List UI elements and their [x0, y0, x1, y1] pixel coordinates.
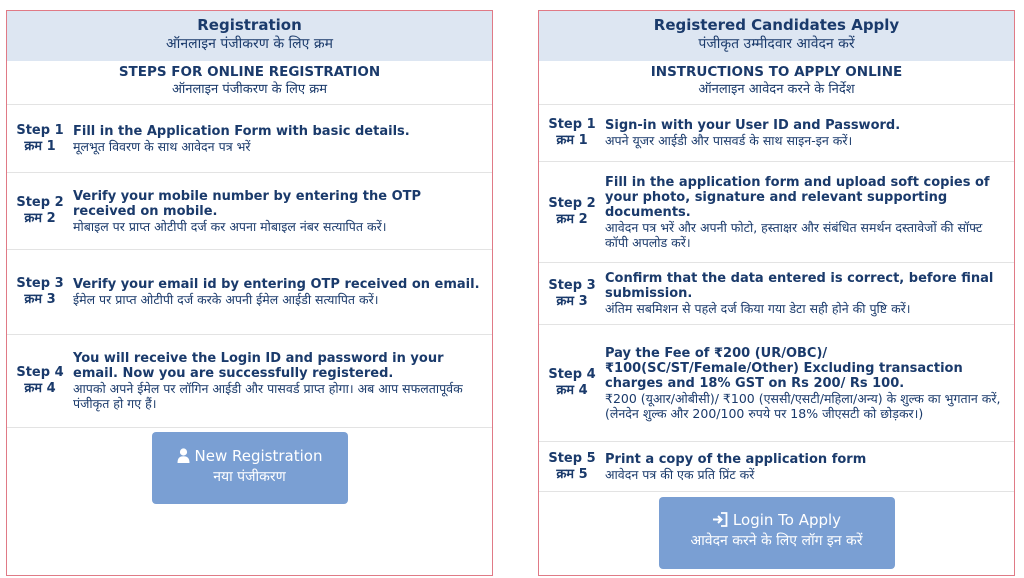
step-label-hi: क्रम 3 — [24, 292, 56, 307]
apply-title: Registered Candidates Apply — [653, 16, 900, 34]
apply-panel — [538, 10, 1015, 576]
registration-panel-header — [7, 11, 492, 61]
apply-step-3 — [539, 263, 1014, 325]
step-text-hi: अपने यूजर आईडी और पासवर्ड के साथ साइन-इन करें। — [605, 133, 853, 148]
user-icon — [177, 448, 190, 468]
step-label — [7, 123, 73, 155]
step-label — [539, 278, 605, 310]
registration-steps-heading-hindi: ऑनलाइन पंजीकरण के लिए क्रम — [171, 82, 328, 97]
registration-step-4 — [7, 335, 492, 428]
step-text-en: Fill in the application form and upload soft copies of your photo, signature and relevant supporting documents. — [605, 174, 990, 220]
step-label-en: Step 2 — [16, 195, 64, 210]
new-registration-label-hindi: नया पंजीकरण — [213, 469, 286, 485]
step-label-hi: क्रम 4 — [24, 381, 56, 396]
step-label-hi: क्रम 4 — [556, 383, 588, 398]
registration-steps-list — [7, 104, 492, 428]
step-text-hi: मूलभूत विवरण के साथ आवेदन पत्र भरें — [73, 138, 251, 154]
step-label — [7, 195, 73, 227]
step-text-hi: आवेदन पत्र भरें और अपनी फोटो, हस्ताक्षर और संबंधित समर्थन दस्तावेजों की सॉफ्ट कॉपी अपलोड करें। — [605, 219, 983, 250]
registration-button-area — [7, 428, 492, 508]
step-text — [73, 124, 492, 154]
apply-subheader — [539, 61, 1014, 104]
apply-step-5 — [539, 442, 1014, 492]
step-text-en: Fill in the Application Form with basic details. — [73, 123, 410, 139]
step-label-en: Step 1 — [16, 122, 64, 138]
step-label-en: Step 4 — [16, 365, 64, 380]
step-text — [73, 277, 492, 307]
step-text-en: You will receive the Login ID and password in your email. Now you are successfully registered. — [73, 351, 444, 381]
registration-title: Registration — [197, 16, 302, 34]
login-to-apply-button[interactable] — [659, 497, 895, 569]
step-text-en: Print a copy of the application form — [605, 451, 867, 467]
registration-step-1 — [7, 105, 492, 173]
login-to-apply-label-hindi: आवेदन करने के लिए लॉग इन करें — [690, 533, 863, 549]
new-registration-button[interactable] — [152, 432, 348, 504]
step-text — [605, 452, 1014, 482]
step-text — [605, 118, 1014, 148]
registration-step-2 — [7, 173, 492, 250]
step-label-en: Step 5 — [548, 450, 596, 466]
sign-in-icon — [712, 512, 728, 532]
step-label — [7, 365, 73, 397]
step-text — [73, 351, 492, 411]
step-label-en: Step 3 — [16, 276, 64, 291]
login-to-apply-label: Login To Apply — [732, 511, 842, 529]
registration-steps-heading: STEPS FOR ONLINE REGISTRATION — [118, 64, 381, 80]
step-label — [539, 451, 605, 483]
step-text-hi: मोबाइल पर प्राप्त ओटीपी दर्ज कर अपना मोबाइल नंबर सत्यापित करें। — [73, 218, 387, 234]
step-text-en: Confirm that the data entered is correct, before final submission. — [605, 271, 994, 301]
step-label-en: Step 4 — [548, 367, 596, 382]
step-label-en: Step 1 — [548, 117, 596, 132]
step-text — [605, 175, 1014, 250]
apply-instructions-heading-hindi: ऑनलाइन आवेदन करने के निर्देश — [698, 82, 855, 97]
step-label-en: Step 3 — [548, 277, 596, 293]
step-label-hi: क्रम 1 — [556, 133, 588, 148]
new-registration-label: New Registration — [194, 447, 323, 465]
registration-title-hindi: ऑनलाइन पंजीकरण के लिए क्रम — [166, 36, 333, 52]
step-text-en: Verify your mobile number by entering the OTP received on mobile. — [73, 188, 422, 219]
apply-title-hindi: पंजीकृत उम्मीदवार आवेदन करें — [698, 36, 855, 52]
step-text-en: Sign-in with your User ID and Password. — [605, 118, 901, 133]
apply-step-4 — [539, 325, 1014, 442]
apply-steps-list — [539, 104, 1014, 492]
login-button-area — [539, 492, 1014, 574]
step-label — [539, 117, 605, 149]
step-text-en: Verify your email id by entering OTP received on email. — [73, 277, 480, 292]
step-text-en: Pay the Fee of ₹200 (UR/OBC)/ ₹100(SC/ST/Female/Other) Excluding transaction charges and 18% GST on Rs 200/ Rs 100. — [605, 345, 963, 391]
step-label — [539, 196, 605, 228]
step-label-hi: क्रम 2 — [556, 212, 588, 227]
step-text-hi: अंतिम सबमिशन से पहले दर्ज किया गया डेटा सही होने की पुष्टि करें। — [605, 301, 911, 316]
step-label-hi: क्रम 1 — [24, 138, 56, 154]
step-label-hi: क्रम 5 — [556, 466, 588, 482]
step-label — [7, 276, 73, 308]
registration-step-3 — [7, 250, 492, 335]
step-label-hi: क्रम 3 — [556, 293, 588, 309]
step-text-hi: ईमेल पर प्राप्त ओटीपी दर्ज करके अपनी ईमेल आईडी सत्यापित करें। — [73, 292, 379, 307]
step-text-hi: आवेदन पत्र की एक प्रति प्रिंट करें — [605, 466, 755, 482]
step-text — [605, 271, 1014, 316]
step-text — [73, 189, 492, 234]
step-label-en: Step 2 — [548, 196, 596, 211]
registration-panel — [6, 10, 493, 576]
step-text-hi: आपको अपने ईमेल पर लॉगिन आईडी और पासवर्ड प्राप्त होगा। अब आप सफलतापूर्वक पंजीकृत हो गए हैं। — [73, 381, 463, 411]
step-text — [605, 346, 1014, 421]
apply-step-1 — [539, 105, 1014, 162]
apply-instructions-heading: INSTRUCTIONS TO APPLY ONLINE — [650, 64, 903, 80]
apply-panel-header — [539, 11, 1014, 61]
step-label — [539, 367, 605, 399]
step-text-hi: ₹200 (यूआर/ओबीसी)/ ₹100 (एससी/एसटी/महिला/अन्य) के शुल्क का भुगतान करें, (लेनदेन शुल्क और 200/100 रुपये पर 18% जीएसटी को छोड़कर।) — [605, 390, 1001, 421]
apply-step-2 — [539, 162, 1014, 263]
registration-subheader — [7, 61, 492, 104]
step-label-hi: क्रम 2 — [24, 211, 56, 226]
